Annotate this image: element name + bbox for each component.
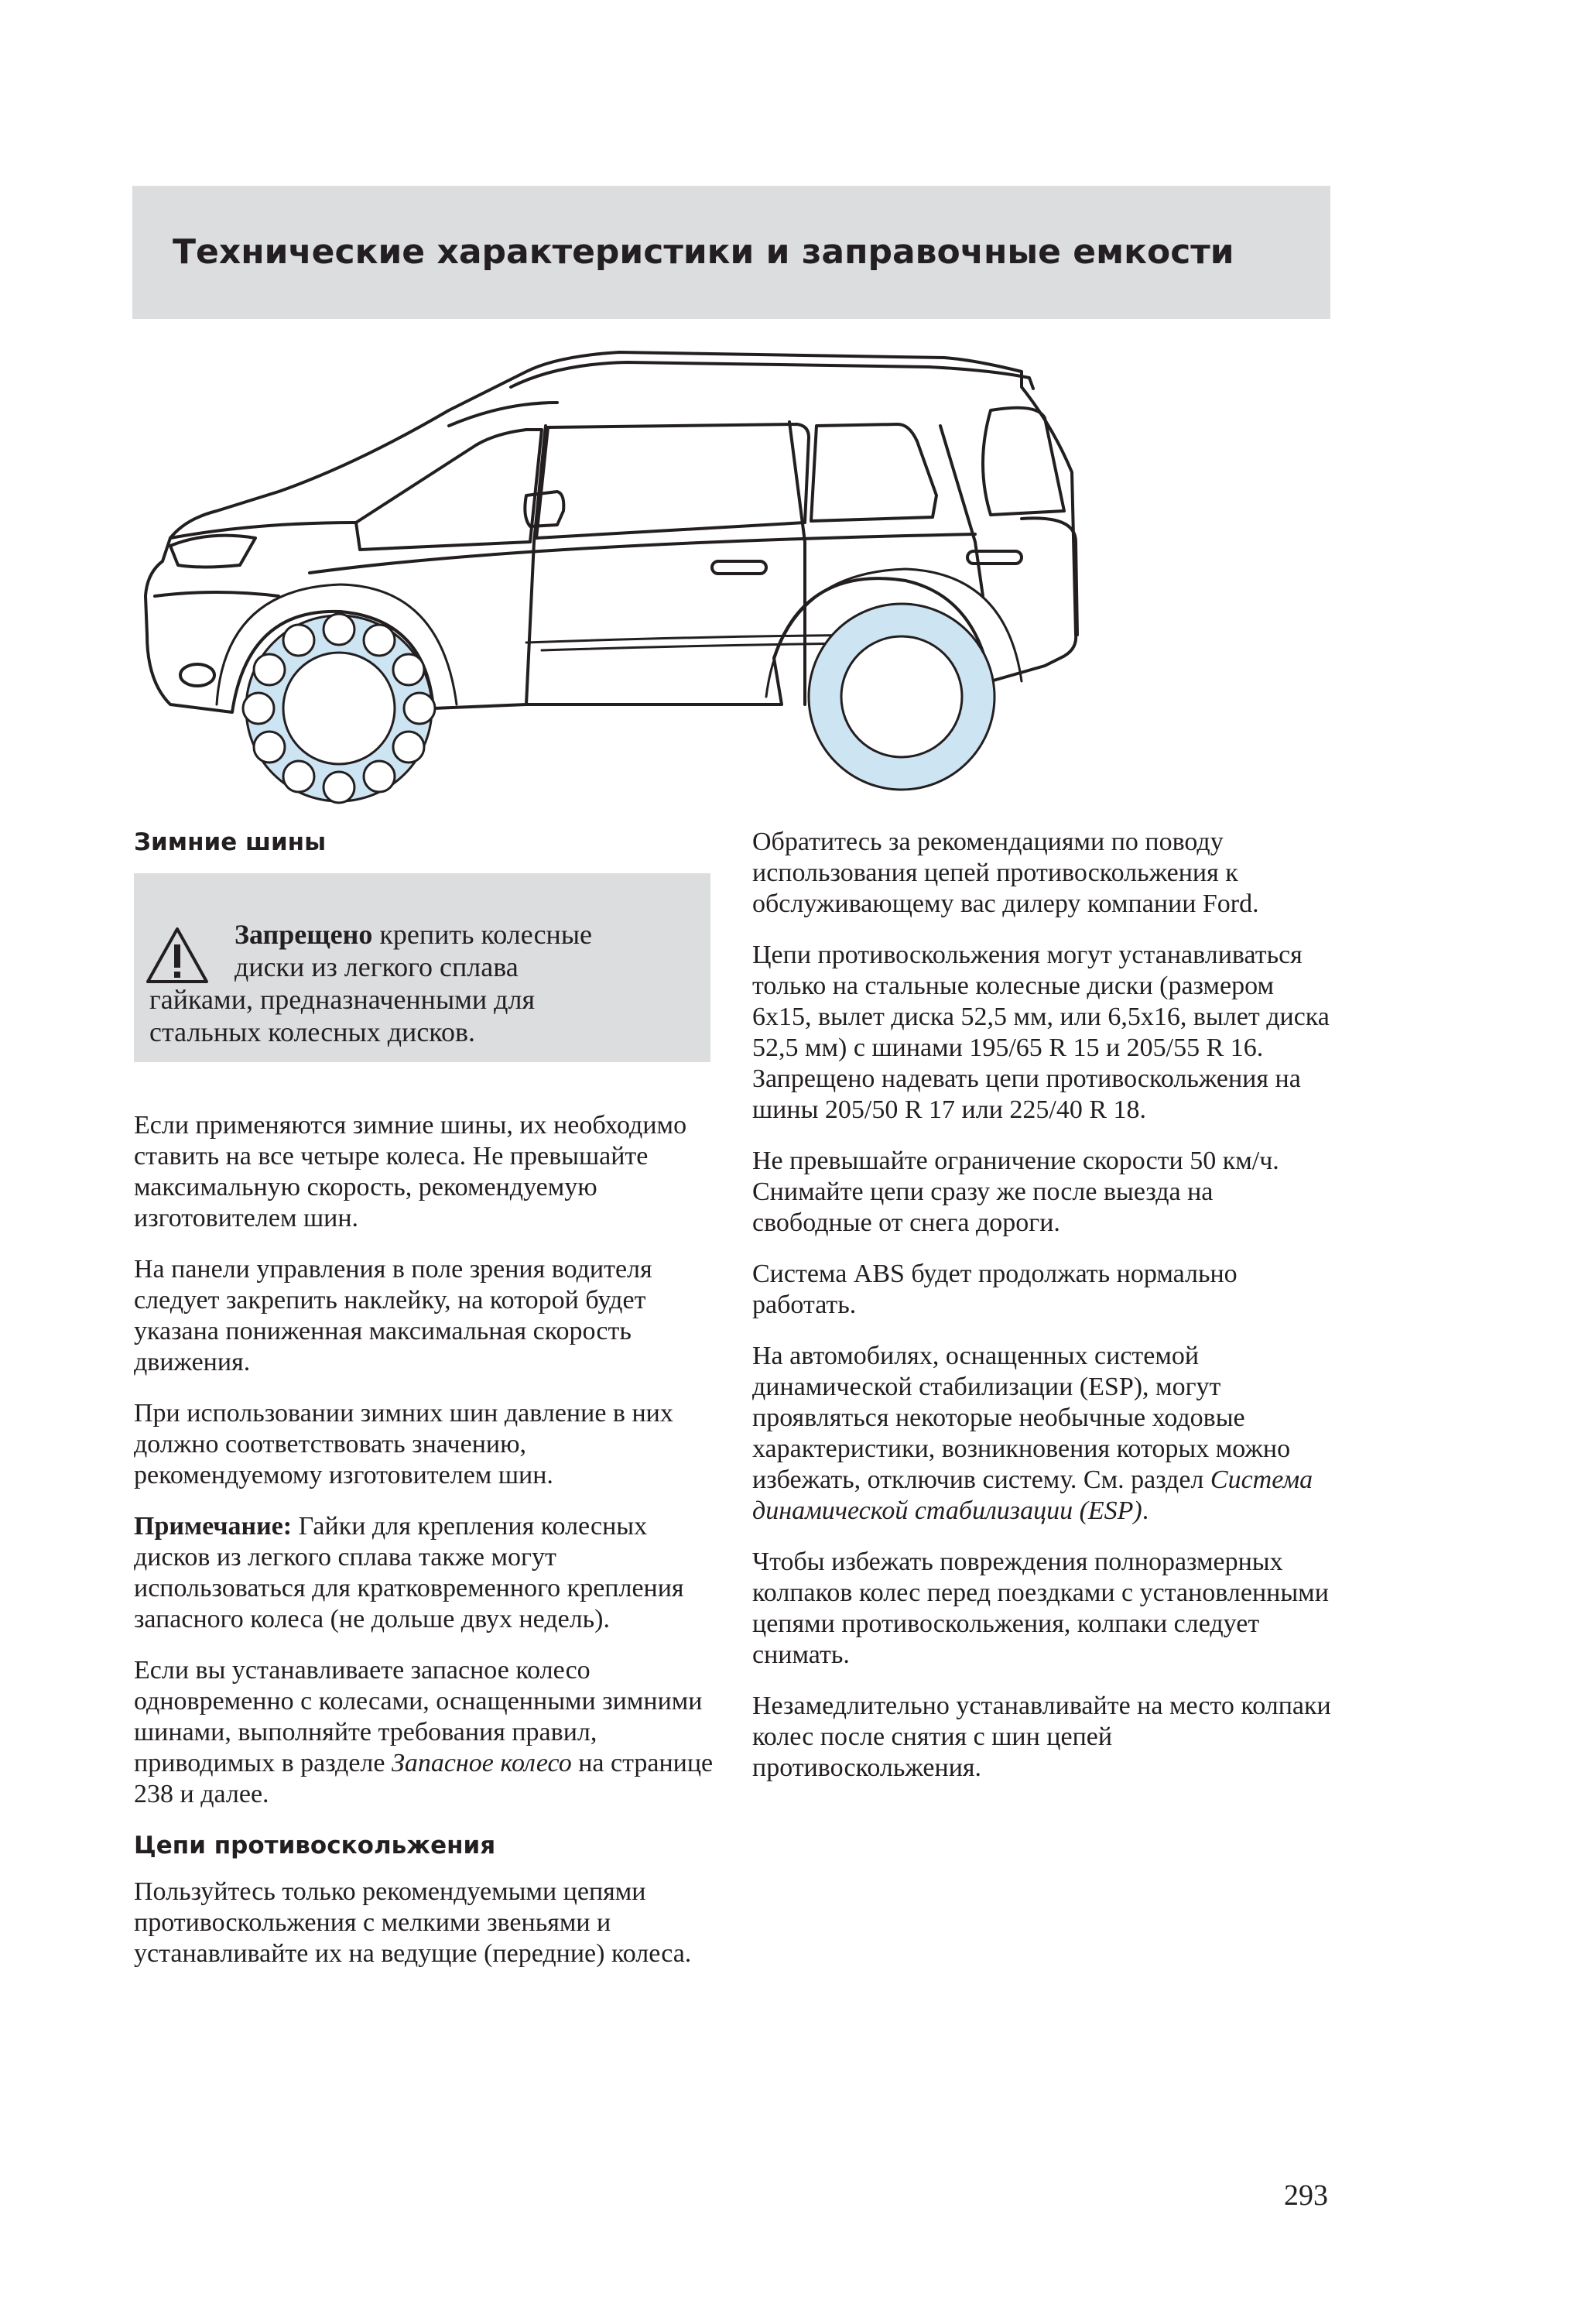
warning-line-2: диски из легкого сплава [234, 951, 519, 982]
cross-reference: Запасное колесо [392, 1749, 572, 1777]
car-front-window [356, 430, 542, 550]
car-roof-rail [511, 362, 1033, 389]
paragraph: Цепи противоскольжения могут устанавливаться только на стальные колесные диски (размером 6x15, вылет диска 52,5 мм, или 6,5x16, вылет диска 52,5 мм) с шинами 195/65 R 15 и 205/55 R 16. Запрещено надевать цепи противоскольжения на шины 205/50 R 17 или 225/40 R 18. [752, 941, 1330, 1124]
cross-reference: Система динамической стабилизации (ESP) [752, 1465, 1313, 1525]
warning-line-1 [134, 918, 710, 951]
paragraph: На панели управления в поле зрения водителя следует закрепить наклейку, на которой будет указана пониженная максимальная скорость движения. [134, 1255, 652, 1376]
paragraph [752, 1341, 1333, 1527]
note-label: Примечание: [134, 1512, 293, 1541]
page-title: Технические характеристики и заправочные емкости [173, 232, 1234, 272]
front-wheel-snow-chain [243, 614, 435, 803]
paragraph: Не превышайте ограничение скорости 50 км/ч. Снимайте цепи сразу же после выезда на свободные от снега дороги. [752, 1147, 1279, 1237]
note-paragraph [134, 1511, 714, 1635]
car-rear-window [811, 424, 936, 521]
paragraph-text: . [1142, 1496, 1149, 1525]
heading-snow-chains: Цепи противоскольжения [134, 1832, 496, 1860]
warning-line-1-rest: крепить колесные [372, 919, 592, 950]
note-text: Гайки для крепления колесных дисков из легкого сплава также могут использоваться для кратковременного крепления запасного колеса (не дольше двух недель). [134, 1512, 684, 1633]
page-number: 293 [1284, 2179, 1328, 2212]
paragraph [134, 1655, 714, 1810]
warning-icon [145, 926, 210, 985]
paragraph: Система ABS будет продолжать нормально работать. [752, 1260, 1238, 1319]
paragraph: Обратитесь за рекомендациями по поводу использования цепей противоскольжения к обслуживающему вас дилеру компании Ford. [752, 828, 1259, 918]
paragraph: Чтобы избежать повреждения полноразмерных колпаков колес перед поездками с установленными цепями противоскольжения, колпаки следует снимать. [752, 1548, 1329, 1669]
car-middle-window [536, 424, 809, 538]
paragraph-text: на странице 238 и далее. [134, 1749, 714, 1808]
rear-wheel [809, 604, 994, 790]
paragraph-text: Если вы устанавливаете запасное колесо одновременно с колесами, оснащенными зимними шинами, выполняйте требования правил, приводимых в разделе [134, 1656, 703, 1777]
paragraph: При использовании зимних шин давление в них должно соответствовать значению, рекомендуемому изготовителем шин. [134, 1399, 673, 1489]
warning-bold: Запрещено [234, 919, 373, 950]
paragraph-text: На автомобилях, оснащенных системой динамической стабилизации (ESP), могут проявляться некоторые необычные ходовые характеристики, возникновения которых можно избежать, отключив систему. См. раздел [752, 1342, 1291, 1494]
heading-winter-tires: Зимние шины [134, 828, 327, 856]
warning-line-3: гайками, предназначенными для [149, 984, 536, 1015]
car-illustration [124, 341, 1300, 821]
paragraph: Пользуйтесь только рекомендуемыми цепями противоскольжения с мелкими звеньями и устанавливайте их на ведущие (передние) колеса. [134, 1877, 692, 1968]
left-column [134, 827, 714, 1990]
header-band [132, 186, 1330, 319]
warning-line-4: стальных колесных дисков. [149, 1016, 475, 1047]
paragraph: Если применяются зимние шины, их необходимо ставить на все четыре колеса. Не превышайте максимальную скорость, рекомендуемую изготовителем шин. [134, 1111, 687, 1232]
right-column [752, 827, 1333, 1804]
paragraph: Незамедлительно устанавливайте на место колпаки колес после снятия с шин цепей противоскольжения. [752, 1692, 1331, 1782]
car-quarter-glass [983, 408, 1064, 515]
warning-box [134, 873, 710, 1062]
